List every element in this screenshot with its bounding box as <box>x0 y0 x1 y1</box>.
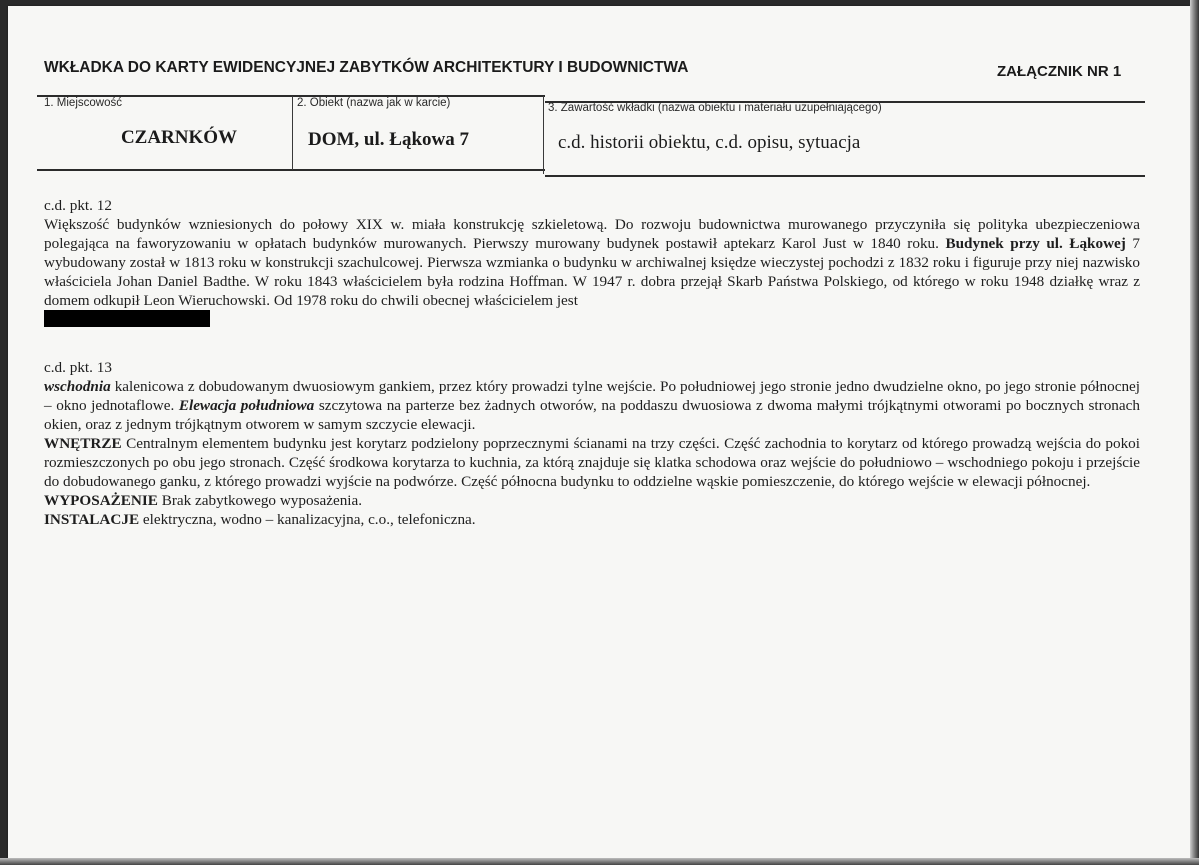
annex-label: ZAŁĄCZNIK NR 1 <box>997 63 1122 80</box>
section-12-heading: c.d. pkt. 12 <box>44 197 112 214</box>
section-13-interior <box>44 434 1140 491</box>
section-12-street-label: Budynek przy ul. Łąkowej <box>945 235 1126 252</box>
south-facade-text: szczytowa na parterze bez żadnych otworów, na poddaszu dwuosiowa z dwoma małymi trójkątnymi otworami po bocznych stronach okien, oraz z jednym trójkątnym otworem w samym szczycie elewacji. <box>44 397 1140 433</box>
east-facade-label: wschodnia <box>44 378 111 395</box>
table-bottom-rule-right <box>545 175 1145 177</box>
redaction-line <box>44 310 1140 329</box>
redaction-bar <box>44 310 210 327</box>
south-facade-label: Elewacja południowa <box>178 397 315 414</box>
locality-value: CZARNKÓW <box>120 127 238 148</box>
interior-label: WNĘTRZE <box>44 435 122 452</box>
section-13-facades <box>44 377 1140 434</box>
section-12 <box>44 196 1140 329</box>
interior-text: Centralnym elementem budynku jest korytarz podzielony poprzecznymi ścianami na trzy części. Część zachodnia to korytarz od którego prowadzą wejścia do pokoi rozmieszczonych po obu jego stronach. Część środkowa korytarza to kuchnia, za którą znajduje się klatka schodowa oraz wejście do południowo – wschodniego pokoju i przejście do dobudowanego ganku, z którego prowadzi wyjście na podwórze. Część północna budynku to oddzielne wąskie pomieszczenie, do którego wejście w elewacji północnej. <box>44 435 1140 490</box>
section-13-heading: c.d. pkt. 13 <box>44 359 112 376</box>
contents-label: 3. Zawartość wkładki (nazwa obiektu i materiału uzupełniającego) <box>548 102 882 114</box>
locality-label: 1. Miejscowość <box>44 97 122 109</box>
table-divider-2 <box>543 96 544 174</box>
installations-text: elektryczna, wodno – kanalizacyjna, c.o., telefoniczna. <box>139 511 476 528</box>
section-13 <box>44 358 1140 529</box>
form-title: WKŁADKA DO KARTY EWIDENCYJNEJ ZABYTKÓW ARCHITEKTURY I BUDOWNICTWA <box>44 59 689 76</box>
section-12-p2: 7 wybudowany został w 1813 roku w konstrukcji szachulcowej. Pierwsza wzmianka o budynku w archiwalnej księdze wieczystej pochodzi z 1832 roku i figuruje przy niej nazwisko właściciela Johan Daniel Badthe. W roku 1843 właścicielem była rodzina Hoffman. W 1947 r. dobra przejął Skarb Państwa Polskiego, od którego w roku 1948 działkę wraz z domem odkupił Leon Wieruchowski. Od 1978 roku do chwili obecnej właścicielem jest <box>44 235 1140 309</box>
scan-edge-right <box>1190 0 1199 865</box>
scan-edge-bottom <box>0 858 1199 865</box>
object-value: DOM, ul. Łąkowa 7 <box>308 129 469 150</box>
equipment-text: Brak zabytkowego wyposażenia. <box>157 492 363 509</box>
object-label: 2. Obiekt (nazwa jak w karcie) <box>297 97 451 109</box>
section-13-installations <box>44 510 1140 529</box>
section-13-equipment <box>44 491 1140 510</box>
installations-label: INSTALACJE <box>44 511 140 528</box>
east-facade-text: kalenicowa z dobudowanym dwuosiowym gankiem, przez który prowadzi tylne wejście. Po południowej jego stronie jedno dwudzielne okno, po jego stronie północnej – okno jednotaflowe. <box>44 378 1140 414</box>
section-12-p1: Większość budynków wzniesionych do połowy XIX w. miała konstrukcję szkieletową. Do rozwoju budownictwa murowanego przyczyniła się polityka ubezpieczeniowa polegająca na faworyzowaniu w opłatach budynków murowanych. Pierwszy murowany budynek postawił aptekarz Karol Just w 1840 roku. <box>44 216 1140 252</box>
section-12-paragraph <box>44 215 1140 310</box>
equipment-label: WYPOSAŻENIE <box>44 492 158 509</box>
table-bottom-rule <box>37 169 545 171</box>
contents-value: c.d. historii obiektu, c.d. opisu, sytuacja <box>558 132 861 153</box>
